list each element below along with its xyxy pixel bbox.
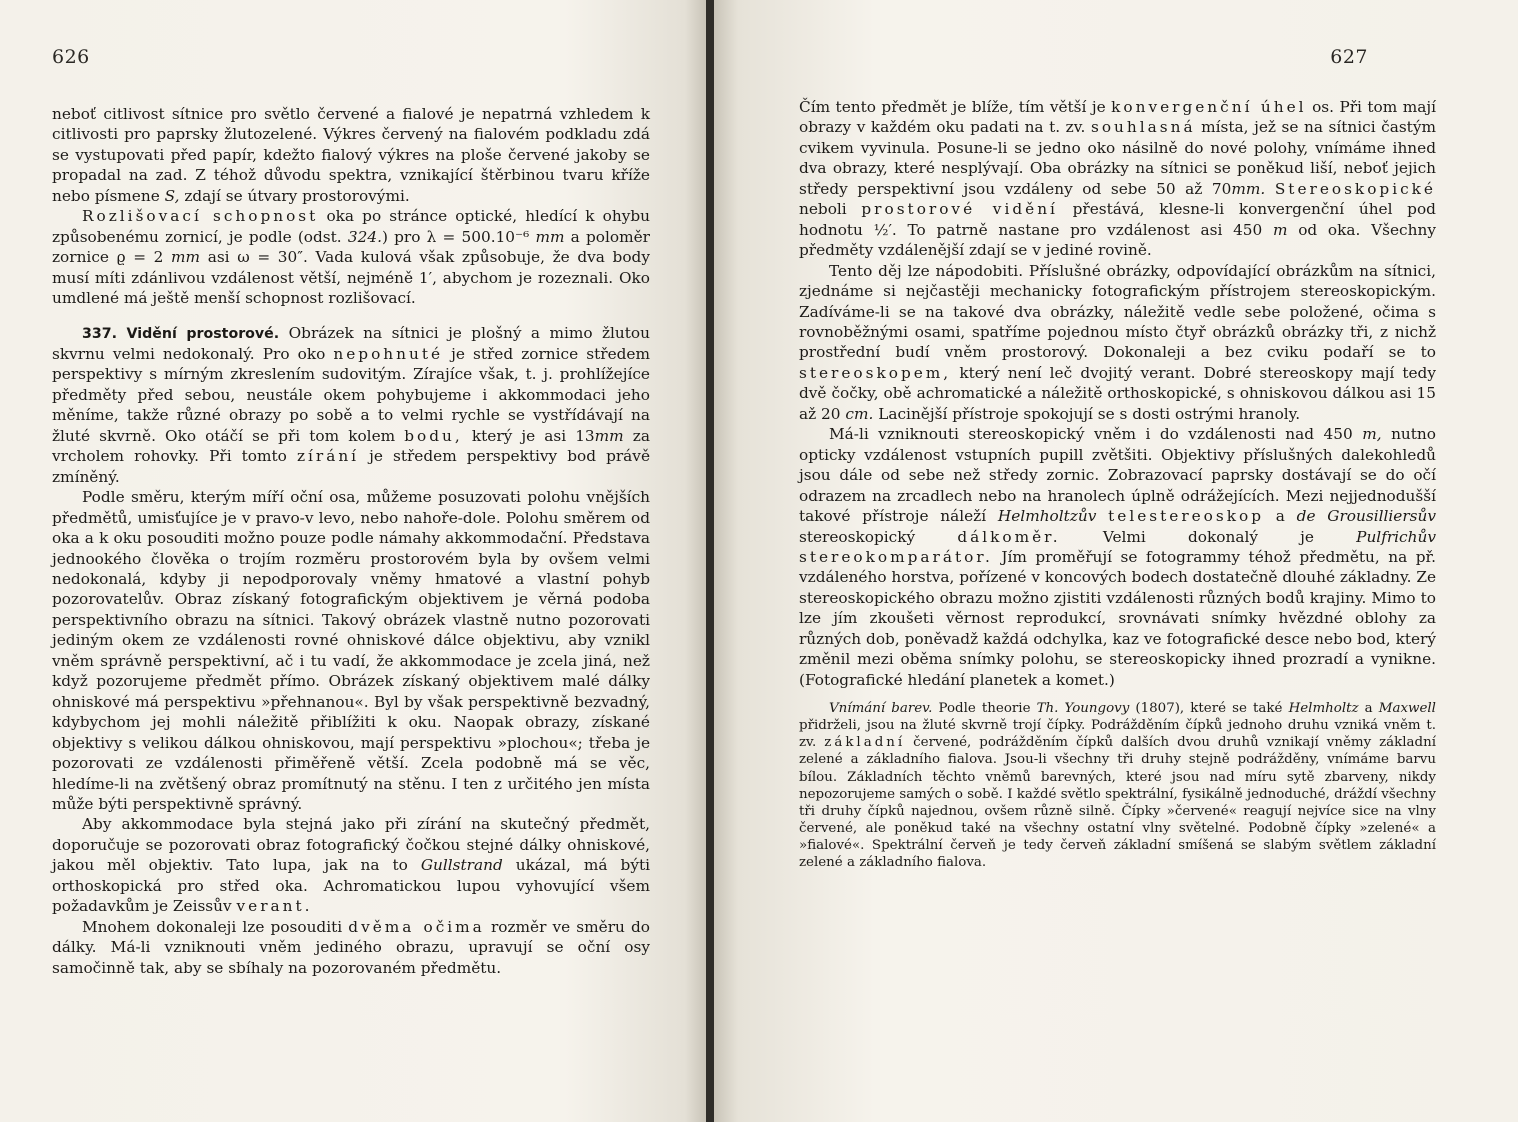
paragraph: Aby akkommodace byla stejná jako při zírání na skutečný předmět, doporučuje se pozorovati obraz fotografický čočkou stejné dálky ohniskové, jakou měl objektiv. Tato lupa, jak na to Gullstrand ukázal, má býti orthoskopická pro střed oka. Achromatickou lupou vyhovující všem požadavkům je Zeissův verant. <box>52 815 650 916</box>
page-number: 627 <box>1330 46 1368 68</box>
paragraph: 337. Vidění prostorové. Obrázek na sítnici je plošný a mimo žlutou skvrnu velmi nedokonalý. Pro oko nepohnuté je střed zornice středem perspektivy s mírným zkreslením sudovitým. Zírajíce však, t. j. prohlížejíce předměty před sebou, neustále okem pohybujeme i akkommodaci jeho měníme, takže různé obrazy po sobě a to velmi rychle se vystřídávají na žluté skvrně. Oko otáčí se při tom kolem bodu, který je asi 13mm za vrcholem rohovky. Při tomto zírání je středem perspektivy bod právě zmíněný. <box>52 323 650 486</box>
paragraph: neboť citlivost sítnice pro světlo červené a fialové je nepatrná vzhledem k citlivosti pro paprsky žlutozelené. Výkres červený na fialovém podkladu zdá se vystupovati před papír, kdežto fialový výkres na ploše červené jakoby se propadal na zad. Z téhož důvodu spektra, vznikající štěrbinou tvaru kříže nebo písmene S, zdají se útvary prostorovými. <box>52 105 650 205</box>
footnote-block <box>799 700 1436 871</box>
paragraph: Rozlišovací schopnost oka po stránce optické, hledící k ohybu způsobenému zornicí, je podle (odst. 324.) pro λ = 500.10⁻⁶ mm a poloměr zornice ϱ = 2 mm asi ω = 30″. Vada kulová však způsobuje, že dva body musí míti zdánlivou vzdálenost větší, nejméně 1′, abychom je rozeznali. Oko umdlené má ještě menší schopnost rozlišovací. <box>52 207 650 308</box>
section-heading: 337. Vidění prostorové. <box>82 325 280 342</box>
paragraph: Mnohem dokonaleji lze posouditi dvěma očima rozměr ve směru do dálky. Má-li vzniknouti vněm jediného obrazu, upravují se oční osy samočinně tak, aby se sbíhaly na pozorovaném předmětu. <box>52 917 650 977</box>
footnote-paragraph: Vnímání barev. Podle theorie Th. Youngovy (1807), které se také Helmholtz a Maxwell přidrželi, jsou na žluté skvrně trojí čípky. Podrážděním čípků jednoho druhu vzniká vněm t. zv. základní červené, podrážděním čípků dalších dvou druhů vznikají vněmy základní zelené a základního fialova. Jsou-li všechny tři druhy stejně podrážděny, vnímáme barvu bílou. Základních těchto vněmů barevných, které jsou nad míru sytě zbarveny, nikdy nepozorujeme samých o sobě. I každé světlo spektrální, fysikálně jednoduché, dráždí všechny tři druhy čípků najednou, ovšem různě silně. Čípky »červené« reagují nejvíce sice na vlny červené, ale poněkud také na všechny ostatní vlny světelné. Podobně čípky »zelené« a »fialové«. Spektrální červeň je tedy červeň základní smíšená se slabým světlem základní zelené a základního fialova. <box>799 701 1436 870</box>
right-page <box>714 0 1518 1122</box>
page-number: 626 <box>52 46 90 68</box>
paragraph: Čím tento předmět je blíže, tím větší je konvergenční úhel os. Při tom mají obrazy v každém oku padati na t. zv. souhlasná místa, jež se na sítnici častým cvikem vyvinula. Posune-li se jedno oko násilně do nové polohy, vnímáme ihned dva obrazy, které nesplývají. Oba obrázky na sítnici se poněkud liší, neboť jejich středy perspektivní jsou vzdáleny od sebe 50 až 70mm. Stereoskopické neboli prostorové vidění přestává, klesne-li konvergenční úhel pod hodnotu ½′. To patrně nastane pro vzdálenost asi 450 m od oka. Všechny předměty vzdálenější zdají se v jediné rovině. <box>799 98 1436 260</box>
left-text-block <box>52 104 650 978</box>
paragraph: Má-li vzniknouti stereoskopický vněm i do vzdálenosti nad 450 m, nutno opticky vzdálenost vstupních pupill zvětšiti. Objektivy příslušných dalekohledů jsou dále od sebe než středy zornic. Zobrazovací paprsky dostávají se do očí odrazem na zrcadlech nebo na hranolech úplně odrážejících. Mezi nejjednodušší takové přístroje náleží Helmholtzův telestereoskop a de Grousilliersův stereoskopický dálkoměr. Velmi dokonalý je Pulfrichův stereokomparátor. Jím proměřují se fotogrammy téhož předmětu, na př. vzdáleného horstva, pořízené v koncových bodech dostatečně dlouhé základny. Ze stereoskopického obrazu možno zjistiti vzdálenosti různých bodů krajiny. Mimo to lze jím zkoušeti věrnost reprodukcí, srovnávati snímky hvězdné oblohy za různých dob, poněvadž každá odchylka, kaz ve fotografické desce nebo bod, který změnil mezi oběma snímky polohu, se stereoskopicky ihned prozradí a vynikne. (Fotografické hledání planetek a komet.) <box>799 425 1436 689</box>
book-gutter <box>706 0 714 1122</box>
left-page <box>0 0 706 1122</box>
paragraph: Podle směru, kterým míří oční osa, můžeme posuzovati polohu vnějších předmětů, umisťujíce je v pravo-v levo, nebo nahoře-dole. Polohu směrem od oka a k oku posouditi možno pouze podle námahy akkommodační. Představa jednookého člověka o trojím rozměru prostorovém byla by ovšem velmi nedokonalá, kdyby ji nepodporovaly vněmy hmatové a vlastní pohyb pozorovatelův. Obraz získaný fotografickým objektivem je věrná podoba perspektivního obrazu na sítnici. Takový obrázek vlastně nutno pozorovati jediným okem ze vzdálenosti rovné ohniskové dálce objektivu, aby vznikl vněm správně perspektivní, ač i tu vadí, že akkommodace je zcela jiná, než když pozorujeme předmět přímo. Obrázek získaný objektivem malé dálky ohniskové má perspektivu »přehnanou«. Byl by však perspektivně bezvadný, kdybychom jej mohli náležitě přiblížiti k oku. Naopak obrazy, získané objektivy s velikou dálkou ohniskovou, mají perspektivu »plochou«; třeba je pozorovati ze vzdálenosti přiměřeně větší. Zcela podobně má se věc, hledíme-li na zvětšený obraz promítnutý na stěnu. I ten z určitého jen místa může býti perspektivně správný. <box>52 488 650 813</box>
right-text-block <box>799 97 1436 871</box>
paragraph: Tento děj lze nápodobiti. Příslušné obrázky, odpovídající obrázkům na sítnici, zjednáme si nejčastěji mechanicky fotografickým přístrojem stereoskopickým. Zadíváme-li se na takové dva obrázky, náležitě vedle sebe položené, očima s rovnoběžnými osami, spatříme pojednou místo čtyř obrázků obrázky tři, z nichž prostřední budí vněm prostorový. Dokonaleji a bez cviku podaří se to stereoskopem, který není leč dvojitý verant. Dobré stereoskopy mají tedy dvě čočky, obě achromatické a náležitě orthoskopické, s ohniskovou dálkou asi 15 až 20 cm. Lacinější přístroje spokojují se s dosti ostrými hranoly. <box>799 261 1436 423</box>
